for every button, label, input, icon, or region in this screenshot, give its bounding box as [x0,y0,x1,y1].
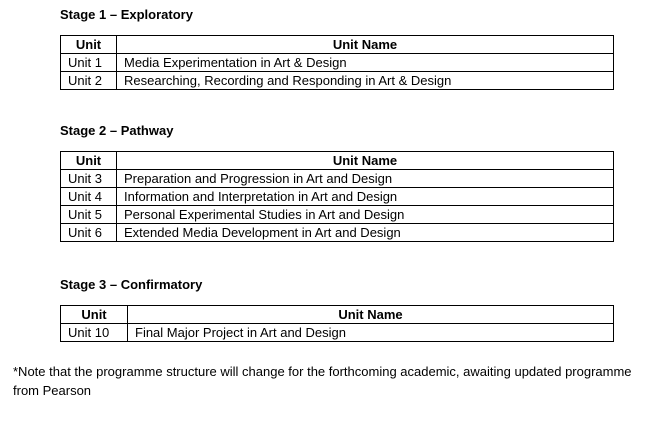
stage-1-table [60,35,614,90]
table-row [61,224,614,242]
unit-column-header: Unit [61,36,117,54]
unit-name-cell: Media Experimentation in Art & Design [117,54,614,72]
unit-name-column-header: Unit Name [128,306,614,324]
unit-cell: Unit 1 [61,54,117,72]
unit-cell: Unit 3 [61,170,117,188]
unit-cell: Unit 5 [61,206,117,224]
unit-name-cell: Personal Experimental Studies in Art and Design [117,206,614,224]
unit-name-column-header: Unit Name [117,152,614,170]
stage-2-table [60,151,614,242]
unit-cell: Unit 2 [61,72,117,90]
table-row [61,206,614,224]
table-row [61,170,614,188]
table-header-row [61,36,614,54]
table-header-row [61,306,614,324]
table-row [61,72,614,90]
stage-3-table [60,305,614,342]
unit-cell: Unit 10 [61,324,128,342]
table-row [61,54,614,72]
unit-name-cell: Preparation and Progression in Art and Design [117,170,614,188]
table-row [61,188,614,206]
unit-name-cell: Information and Interpretation in Art and Design [117,188,614,206]
table-row [61,324,614,342]
unit-name-column-header: Unit Name [117,36,614,54]
unit-name-cell: Final Major Project in Art and Design [128,324,614,342]
unit-cell: Unit 4 [61,188,117,206]
programme-note: *Note that the programme structure will change for the forthcoming academic, awaiting updated programme from Pearson [13,364,632,398]
unit-column-header: Unit [61,152,117,170]
unit-cell: Unit 6 [61,224,117,242]
unit-column-header: Unit [61,306,128,324]
unit-name-cell: Extended Media Development in Art and Design [117,224,614,242]
unit-name-cell: Researching, Recording and Responding in Art & Design [117,72,614,90]
table-header-row [61,152,614,170]
stage-2-heading: Stage 2 – Pathway [60,123,174,138]
stage-3-heading: Stage 3 – Confirmatory [60,277,203,292]
stage-1-heading: Stage 1 – Exploratory [60,7,193,22]
